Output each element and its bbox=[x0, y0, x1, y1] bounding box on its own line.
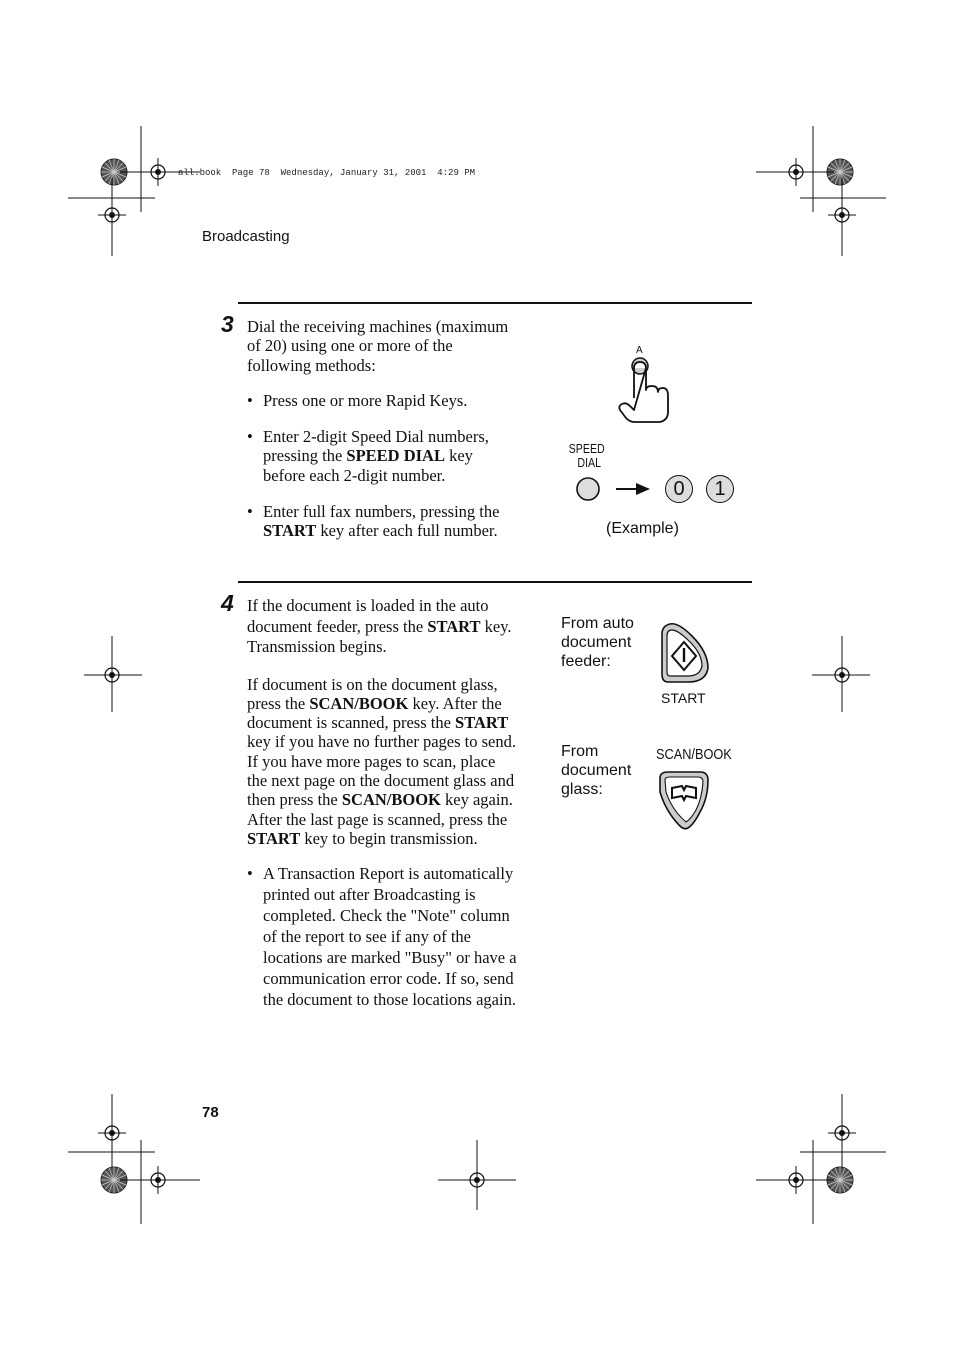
step3-number: 3 bbox=[221, 311, 234, 337]
step4-paragraph-2: If document is on the document glass, press the SCAN/BOOK key. After the document is scanned, press the START key if you have no further pages to send. If you have more pages to scan, place the next page on the document glass and then press the SCAN/BOOK key again. After the last page is scanned, press the START key to begin transmission. bbox=[247, 674, 516, 848]
glass-label: From document glass: bbox=[561, 743, 632, 798]
step3-intro: Dial the receiving machines (maximum of 20) using one or more of the following methods: bbox=[247, 317, 509, 375]
print-info-line: all.book Page 78 Wednesday, January 31, 2001 4:29 PM bbox=[178, 168, 476, 178]
step3-rule bbox=[238, 302, 752, 304]
start-key-label: START bbox=[661, 690, 706, 706]
step4-text bbox=[247, 596, 517, 1011]
finger-press-icon bbox=[612, 354, 676, 426]
page-number: 78 bbox=[202, 1104, 219, 1121]
step3-bullet-1: • Press one or more Rapid Keys. bbox=[247, 390, 468, 410]
scan-book-key-icon bbox=[656, 768, 712, 832]
feeder-label: From auto document feeder: bbox=[561, 615, 634, 670]
section-title: Broadcasting bbox=[202, 228, 290, 245]
scan-book-label: SCAN/BOOK bbox=[656, 746, 732, 763]
bullet-text: Enter full fax numbers, pressing the START key after each full number. bbox=[263, 502, 500, 541]
digit-key-1: 1 bbox=[706, 475, 734, 503]
speed-dial-label: SPEED DIAL bbox=[568, 442, 605, 470]
step4-rule bbox=[238, 581, 752, 583]
rapid-key-letter: A bbox=[636, 345, 643, 356]
step3-text bbox=[247, 317, 515, 541]
step3-bullet-3: • Enter full fax numbers, pressing the START key after each full number. bbox=[247, 502, 515, 541]
arrow-right-icon bbox=[616, 482, 652, 496]
speed-dial-key bbox=[575, 476, 601, 502]
bullet-text: A Transaction Report is automatically printed out after Broadcasting is completed. Check the "Note" column of the report to see if any of the locations are marked "Busy" or have a communication error code. If so, send the document to those locations again. bbox=[263, 864, 517, 1009]
digit-key-0: 0 bbox=[665, 475, 693, 503]
example-caption: (Example) bbox=[606, 520, 679, 537]
step4-number: 4 bbox=[221, 590, 234, 616]
bullet-text: Press one or more Rapid Keys. bbox=[263, 390, 468, 410]
step4-paragraph-1: If the document is loaded in the auto document feeder, press the START key. Transmission begins. bbox=[247, 596, 512, 656]
bullet-text: Enter 2-digit Speed Dial numbers, pressing the SPEED DIAL key before each 2-digit number. bbox=[263, 427, 489, 485]
step3-bullet-2: • Enter 2-digit Speed Dial numbers, pressing the SPEED DIAL key before each 2-digit number. bbox=[247, 427, 515, 485]
start-key-icon bbox=[658, 620, 714, 686]
step4-bullet: • A Transaction Report is automatically printed out after Broadcasting is completed. Check the "Note" column of the report to see if any of the locations are marked "Busy" or have a communication error code. If so, send the document to those locations again. bbox=[247, 864, 517, 1009]
